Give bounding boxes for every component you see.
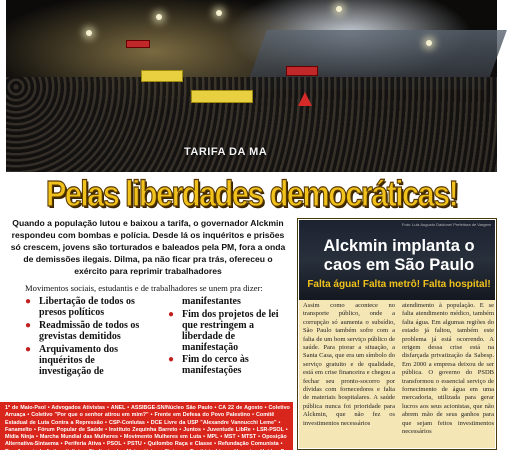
demand-text: Arquivamento dos inquéritos de investigação de — [39, 344, 118, 377]
sidebar-article — [297, 218, 503, 450]
demand-text: Libertação de todos os presos políticos — [39, 296, 135, 318]
street-light — [156, 14, 162, 20]
sidebar-column-left: Assim como acontece no transporte público, onde a corrupção só aumenta o subsídio, São Paulo também sofre com a falta de um bom serviço público de saúde. Para piorar a situação, a Santa Casa, que era um símbolo do serviço gratuito e de qualidade, está em crise financeira e chegou a fechar seu pronto-socorro por dívidas com fornecedores e falta de materiais hospitalares. A saúde pública nunca foi prioridade para Alckmin, que não fez os investimentos necessários — [303, 302, 395, 427]
demand-text: Fim do cerco às manifestações — [182, 354, 249, 376]
sidebar-column-right: atendimento à população. E se falta atendimento médico, também falta água. Em algumas regiões do estado já faltou, também este problema já está ocorrendo. A origem dessa crise está na disfarçada privatização da Sabesp. Em 2000 a empresa deixou de ser pública. O governo do PSDB transformou o essencial serviço de fornecimento de água em uma mercadoria, utilizada para gerar lucros aos seus acionistas, que não abrem mão de seus ganhos para que sejam feitos investimentos necessários — [402, 302, 494, 436]
sidebar-title: Alckmin implanta o caos em São Paulo — [323, 237, 475, 274]
organizations-box — [0, 402, 293, 463]
bullet-icon: ● — [25, 344, 32, 355]
organizations-list: 1º de Maio-Psol • Advogados Ativistas • ANEL • ASSIBGE-SN/Núcleo São Paulo • CA 22 de Agosto • Coletivo Arruaça • Coletivo "Por que o senhor atirou em mim?" • Frente em Defesa do Povo Palestino • Comitê Estadual de Luta Contra a Repressão • CSP-Conlutas • DCE Livre da USP "Alexandre Vannucchi Leme" • Fanamelto • Fórum Popular de Saúde • Instituto Zequinha Barreto • Juntos • Juventude LibRe • LSR-PSOL • Mídia Ninja • Marcha Mundial das Mulheres • Movimento Mulheres em Luta • MPL • MST • MTST • Oposição Alternativa-Sintaema • Periferia Ativa • PSOL • PSTU • Quilombo Raça e Classe • Refundação Comunista • Rua Juventude Anticapitalista • Sindicato dos Metroviários • Sintusp • Território Livre • Unearte • Unidos Pra Lutar • Adriano Diogo (dep. est.) — [5, 405, 290, 463]
bullet-icon: ● — [168, 309, 175, 320]
bullet-icon: ● — [25, 296, 32, 307]
headline-band — [0, 172, 503, 216]
protest-banner — [126, 40, 150, 48]
red-flag — [298, 92, 312, 106]
photo-credit: Foto: Luiz Augusto Daidone/ Prefeitura de Vargem — [401, 222, 491, 227]
bullet-icon: ● — [168, 354, 175, 365]
intro-text: Movimentos sociais, estudantis e de trabalhadores se unem pra dizer: — [25, 283, 263, 293]
headline: Pelas liberdades democráticas! — [45, 173, 458, 214]
sidebar-header — [299, 220, 495, 300]
protest-banner — [286, 66, 318, 76]
street-light — [216, 10, 222, 16]
street-light — [86, 30, 92, 36]
protest-banner — [191, 90, 253, 103]
lead-paragraph: Quando a população lutou e baixou a tarifa, o governador Alckmin respondeu com bombas e polícia. Desde lá os inquéritos e prisões só crescem, jovens são torturados e baleados pela PM, fora a onda de demissões ilegais. Dilma, pa não ficar pra trás, ofereceu o exército para reprimir trabalhadores — [10, 218, 286, 276]
protest-banner — [141, 70, 183, 82]
street-light — [426, 40, 432, 46]
demand-text: Fim dos projetos de lei que restringem a liberdade de manifestação — [182, 309, 279, 353]
bullet-icon: ● — [25, 320, 32, 331]
street-light — [336, 6, 342, 12]
protest-photo — [6, 0, 497, 172]
sidebar-body — [299, 300, 495, 448]
photo-banner-text: TARIFA DA MA — [184, 146, 268, 158]
demand-text: Readmissão de todos os grevistas demitidos — [39, 320, 140, 342]
demand-text: manifestantes — [182, 296, 241, 307]
sidebar-subtitle: Falta água! Falta metrô! Falta hospital! — [307, 279, 491, 290]
